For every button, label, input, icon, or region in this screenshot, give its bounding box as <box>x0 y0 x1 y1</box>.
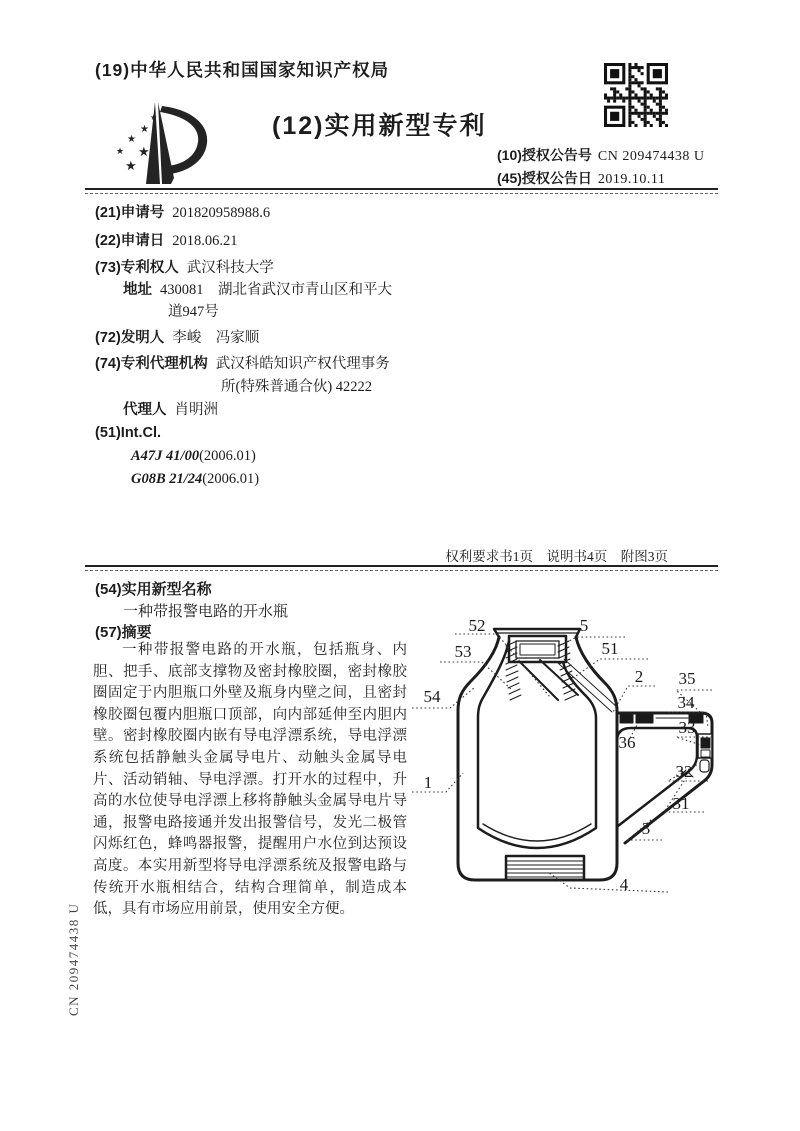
stopper-inner-2 <box>520 644 555 655</box>
figure-ref-31: 31 <box>672 794 690 813</box>
pages-summary: 权利要求书1页 说明书4页 附图3页 <box>445 549 668 564</box>
invention-title: 一种带报警电路的开水瓶 <box>123 604 289 620</box>
qr-code <box>604 63 668 127</box>
svg-text:★: ★ <box>125 158 137 173</box>
pub-number-row <box>497 145 704 165</box>
svg-text:★: ★ <box>116 146 125 156</box>
buzzer-element <box>700 760 709 772</box>
side-publication-code: CN 209474438 U <box>66 902 81 1016</box>
figure-ref-33: 33 <box>678 718 696 737</box>
utility-name-label: (54)实用新型名称 <box>95 581 212 598</box>
header-divider <box>85 188 718 194</box>
patent-figure <box>400 598 740 943</box>
figure-ref-32: 32 <box>675 762 693 781</box>
figure-ref-2: 2 <box>634 667 644 686</box>
doc-type-title: (12)实用新型专利 <box>272 112 487 140</box>
abstract-text: 一种带报警电路的开水瓶，包括瓶身、内胆、把手、底部支撑物及密封橡胶圈，密封橡胶圈固定于内胆瓶口外壁及瓶身内壁之间，且密封橡胶圈包覆内胆瓶口顶部，向内部延伸至内胆内壁。密封橡胶圈内嵌有导电浮漂系统，导电浮漂系统包括静触头金属导电片、动触头金属导电片、活动销轴、导电浮漂。打开水的过程中，升高的水位使导电浮漂上移将静触头金属导电片导通，报警电路接通并发出报警信号，发光二极管闪烁红色，蜂鸣器报警，提醒用户水位到达预设高度。本实用新型将导电浮漂系统及报警电路与传统开水瓶相结合，结构合理简单，制造成本低，具有市场应用前景，使用安全方便。 <box>93 642 407 918</box>
svg-text:★: ★ <box>140 124 149 135</box>
figure-ref-3: 3 <box>641 819 651 838</box>
svg-text:★: ★ <box>127 134 136 145</box>
cnipa-logo <box>112 98 217 188</box>
figure-ref-35: 35 <box>678 669 696 688</box>
figure-ref-53: 53 <box>454 642 472 661</box>
base-support <box>506 856 584 880</box>
pub-date-label: (45)授权公告日 <box>497 170 592 186</box>
figure-ref-52: 52 <box>468 616 486 635</box>
bottle-outer-wall <box>458 637 617 880</box>
intcl-row: (51)Int.Cl. <box>95 425 162 441</box>
application-date-row: (22)申请日 2018.06.21 <box>95 233 238 249</box>
address-row-2: 道947号 <box>168 304 219 320</box>
led-element <box>701 738 710 748</box>
svg-text:★: ★ <box>150 113 158 122</box>
static-contact-plate <box>620 714 633 723</box>
pub-date-row <box>497 168 665 188</box>
abstract-label: (57)摘要 <box>95 624 152 641</box>
figure-ref-34: 34 <box>677 693 695 712</box>
pub-number-label: (10)授权公告号 <box>497 147 592 163</box>
pub-number-value: CN 209474438 U <box>597 149 705 164</box>
pub-date-value: 2019.10.11 <box>597 172 666 187</box>
moving-contact-plate <box>636 714 653 723</box>
issuing-office: (19)中华人民共和国国家知识产权局 <box>95 60 390 80</box>
figure-ref-51: 51 <box>601 639 619 658</box>
figure-ref-5: 5 <box>579 616 589 635</box>
svg-text:★: ★ <box>138 144 150 159</box>
figure-ref-1: 1 <box>423 773 433 792</box>
ipc-row-1: A47J 41/00(2006.01) <box>131 448 256 464</box>
figure-ref-4: 4 <box>619 875 629 894</box>
ipc-row-2: G08B 21/24(2006.01) <box>131 471 260 487</box>
address-row: 地址 430081 湖北省武汉市青山区和平大 <box>123 282 392 298</box>
agent-row: 代理人 肖明洲 <box>123 402 218 418</box>
patentee-row: (73)专利权人 武汉科技大学 <box>95 260 274 276</box>
base-hatch-lines <box>507 861 583 877</box>
agency-row: (74)专利代理机构 武汉科皓知识产权代理事务 <box>95 356 390 372</box>
agency-row-2: 所(特殊普通合伙) 42222 <box>221 379 373 395</box>
application-number-row: (21)申请号 201820958988.6 <box>95 205 271 221</box>
inventors-row: (72)发明人 李峻 冯家顺 <box>95 330 260 346</box>
figure-ref-54: 54 <box>423 687 441 706</box>
section-divider <box>85 565 718 571</box>
figure-ref-36: 36 <box>618 733 636 752</box>
